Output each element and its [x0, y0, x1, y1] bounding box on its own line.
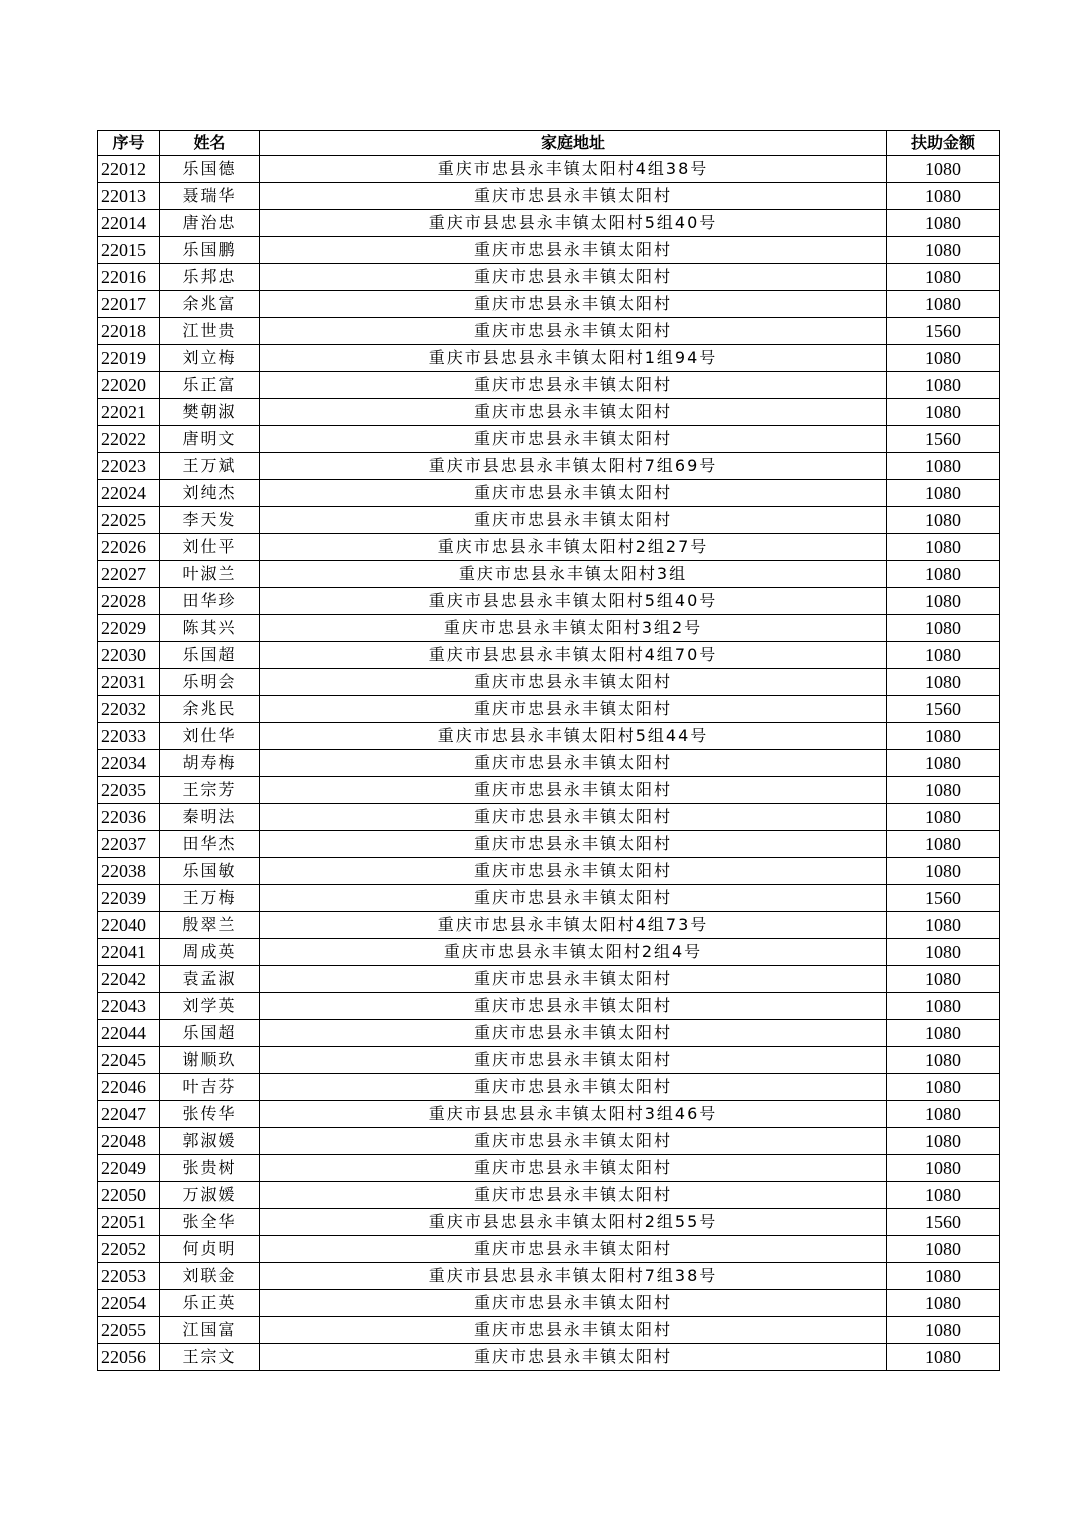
amount-cell: 1080 [887, 1263, 1000, 1290]
address-cell: 重庆市忠县永丰镇太阳村 [260, 1074, 887, 1101]
amount-cell: 1080 [887, 777, 1000, 804]
address-cell: 重庆市忠县永丰镇太阳村 [260, 480, 887, 507]
name-cell: 张贵树 [160, 1155, 260, 1182]
table-row [98, 1128, 1000, 1155]
table-row [98, 804, 1000, 831]
table-row [98, 1209, 1000, 1236]
address-cell: 重庆市忠县永丰镇太阳村4组38号 [260, 156, 887, 183]
name-cell: 聂瑞华 [160, 183, 260, 210]
name-cell: 殷翠兰 [160, 912, 260, 939]
amount-cell: 1080 [887, 561, 1000, 588]
address-cell: 重庆市忠县永丰镇太阳村 [260, 426, 887, 453]
table-row [98, 318, 1000, 345]
serial-number-cell: 22027 [98, 561, 160, 588]
amount-cell: 1080 [887, 1236, 1000, 1263]
amount-cell: 1080 [887, 183, 1000, 210]
table-row [98, 1236, 1000, 1263]
name-cell: 王宗文 [160, 1344, 260, 1371]
address-cell: 重庆市忠县永丰镇太阳村2组4号 [260, 939, 887, 966]
table-row [98, 831, 1000, 858]
name-cell: 乐国敏 [160, 858, 260, 885]
table-row [98, 750, 1000, 777]
address-cell: 重庆市忠县永丰镇太阳村 [260, 399, 887, 426]
name-cell: 叶淑兰 [160, 561, 260, 588]
table-row [98, 1074, 1000, 1101]
serial-number-cell: 22021 [98, 399, 160, 426]
amount-cell: 1080 [887, 831, 1000, 858]
amount-cell: 1080 [887, 642, 1000, 669]
amount-cell: 1080 [887, 993, 1000, 1020]
amount-cell: 1080 [887, 372, 1000, 399]
address-cell: 重庆市忠县永丰镇太阳村 [260, 831, 887, 858]
address-cell: 重庆市忠县永丰镇太阳村3组2号 [260, 615, 887, 642]
table-row [98, 777, 1000, 804]
name-cell: 江国富 [160, 1317, 260, 1344]
serial-number-cell: 22019 [98, 345, 160, 372]
name-cell: 唐明文 [160, 426, 260, 453]
table-row [98, 588, 1000, 615]
name-cell: 刘仕华 [160, 723, 260, 750]
amount-cell: 1080 [887, 939, 1000, 966]
address-cell: 重庆市忠县永丰镇太阳村4组73号 [260, 912, 887, 939]
header-assistance-amount: 扶助金额 [887, 131, 1000, 156]
table-body [98, 156, 1000, 1371]
table-row [98, 1263, 1000, 1290]
amount-cell: 1080 [887, 1074, 1000, 1101]
address-cell: 重庆市忠县永丰镇太阳村 [260, 750, 887, 777]
serial-number-cell: 22031 [98, 669, 160, 696]
table-header [98, 131, 1000, 156]
serial-number-cell: 22024 [98, 480, 160, 507]
address-cell: 重庆市县忠县永丰镇太阳村1组94号 [260, 345, 887, 372]
name-cell: 何贞明 [160, 1236, 260, 1263]
serial-number-cell: 22039 [98, 885, 160, 912]
name-cell: 乐国超 [160, 1020, 260, 1047]
address-cell: 重庆市忠县永丰镇太阳村 [260, 237, 887, 264]
address-cell: 重庆市忠县永丰镇太阳村3组 [260, 561, 887, 588]
amount-cell: 1560 [887, 885, 1000, 912]
amount-cell: 1080 [887, 210, 1000, 237]
serial-number-cell: 22043 [98, 993, 160, 1020]
serial-number-cell: 22012 [98, 156, 160, 183]
serial-number-cell: 22030 [98, 642, 160, 669]
serial-number-cell: 22028 [98, 588, 160, 615]
address-cell: 重庆市县忠县永丰镇太阳村2组55号 [260, 1209, 887, 1236]
amount-cell: 1560 [887, 426, 1000, 453]
amount-cell: 1560 [887, 696, 1000, 723]
name-cell: 乐明会 [160, 669, 260, 696]
address-cell: 重庆市忠县永丰镇太阳村 [260, 696, 887, 723]
serial-number-cell: 22020 [98, 372, 160, 399]
serial-number-cell: 22041 [98, 939, 160, 966]
amount-cell: 1080 [887, 615, 1000, 642]
table-row [98, 399, 1000, 426]
amount-cell: 1080 [887, 750, 1000, 777]
address-cell: 重庆市忠县永丰镇太阳村2组27号 [260, 534, 887, 561]
name-cell: 江世贵 [160, 318, 260, 345]
header-serial-number: 序号 [98, 131, 160, 156]
amount-cell: 1080 [887, 1155, 1000, 1182]
serial-number-cell: 22032 [98, 696, 160, 723]
amount-cell: 1560 [887, 318, 1000, 345]
table-row [98, 534, 1000, 561]
amount-cell: 1080 [887, 1101, 1000, 1128]
address-cell: 重庆市县忠县永丰镇太阳村4组70号 [260, 642, 887, 669]
serial-number-cell: 22040 [98, 912, 160, 939]
name-cell: 余兆富 [160, 291, 260, 318]
name-cell: 田华杰 [160, 831, 260, 858]
amount-cell: 1080 [887, 480, 1000, 507]
name-cell: 张全华 [160, 1209, 260, 1236]
serial-number-cell: 22029 [98, 615, 160, 642]
amount-cell: 1080 [887, 723, 1000, 750]
name-cell: 乐正富 [160, 372, 260, 399]
name-cell: 刘仕平 [160, 534, 260, 561]
name-cell: 余兆民 [160, 696, 260, 723]
serial-number-cell: 22033 [98, 723, 160, 750]
table-row [98, 615, 1000, 642]
address-cell: 重庆市忠县永丰镇太阳村 [260, 1128, 887, 1155]
address-cell: 重庆市忠县永丰镇太阳村 [260, 1344, 887, 1371]
table-row [98, 1047, 1000, 1074]
serial-number-cell: 22017 [98, 291, 160, 318]
address-cell: 重庆市忠县永丰镇太阳村 [260, 264, 887, 291]
amount-cell: 1080 [887, 1344, 1000, 1371]
table-row [98, 453, 1000, 480]
serial-number-cell: 22038 [98, 858, 160, 885]
address-cell: 重庆市忠县永丰镇太阳村 [260, 669, 887, 696]
header-home-address: 家庭地址 [260, 131, 887, 156]
serial-number-cell: 22015 [98, 237, 160, 264]
serial-number-cell: 22042 [98, 966, 160, 993]
table-row [98, 156, 1000, 183]
address-cell: 重庆市县忠县永丰镇太阳村5组40号 [260, 210, 887, 237]
name-cell: 叶吉芬 [160, 1074, 260, 1101]
table-row [98, 1182, 1000, 1209]
serial-number-cell: 22047 [98, 1101, 160, 1128]
address-cell: 重庆市忠县永丰镇太阳村 [260, 993, 887, 1020]
table-row [98, 507, 1000, 534]
amount-cell: 1080 [887, 156, 1000, 183]
name-cell: 周成英 [160, 939, 260, 966]
amount-cell: 1080 [887, 1020, 1000, 1047]
name-cell: 张传华 [160, 1101, 260, 1128]
table-row [98, 642, 1000, 669]
name-cell: 万淑媛 [160, 1182, 260, 1209]
serial-number-cell: 22050 [98, 1182, 160, 1209]
serial-number-cell: 22046 [98, 1074, 160, 1101]
table-row [98, 291, 1000, 318]
name-cell: 乐国鹏 [160, 237, 260, 264]
assistance-table-sheet [97, 130, 1000, 1371]
amount-cell: 1080 [887, 264, 1000, 291]
amount-cell: 1080 [887, 291, 1000, 318]
address-cell: 重庆市忠县永丰镇太阳村 [260, 1020, 887, 1047]
name-cell: 王万斌 [160, 453, 260, 480]
table-row [98, 372, 1000, 399]
amount-cell: 1080 [887, 453, 1000, 480]
amount-cell: 1080 [887, 1047, 1000, 1074]
serial-number-cell: 22056 [98, 1344, 160, 1371]
address-cell: 重庆市忠县永丰镇太阳村 [260, 804, 887, 831]
address-cell: 重庆市县忠县永丰镇太阳村7组38号 [260, 1263, 887, 1290]
table-row [98, 993, 1000, 1020]
address-cell: 重庆市县忠县永丰镇太阳村7组69号 [260, 453, 887, 480]
address-cell: 重庆市县忠县永丰镇太阳村3组46号 [260, 1101, 887, 1128]
serial-number-cell: 22036 [98, 804, 160, 831]
address-cell: 重庆市忠县永丰镇太阳村 [260, 1290, 887, 1317]
amount-cell: 1080 [887, 534, 1000, 561]
table-row [98, 1101, 1000, 1128]
amount-cell: 1080 [887, 237, 1000, 264]
header-row [98, 131, 1000, 156]
table-row [98, 885, 1000, 912]
table-row [98, 939, 1000, 966]
serial-number-cell: 22055 [98, 1317, 160, 1344]
address-cell: 重庆市忠县永丰镇太阳村 [260, 1047, 887, 1074]
name-cell: 樊朝淑 [160, 399, 260, 426]
amount-cell: 1080 [887, 345, 1000, 372]
table-row [98, 723, 1000, 750]
address-cell: 重庆市忠县永丰镇太阳村 [260, 1317, 887, 1344]
name-cell: 刘立梅 [160, 345, 260, 372]
amount-cell: 1080 [887, 669, 1000, 696]
serial-number-cell: 22018 [98, 318, 160, 345]
serial-number-cell: 22026 [98, 534, 160, 561]
table-row [98, 345, 1000, 372]
table-row [98, 1317, 1000, 1344]
name-cell: 田华珍 [160, 588, 260, 615]
table-row [98, 480, 1000, 507]
name-cell: 李天发 [160, 507, 260, 534]
amount-cell: 1080 [887, 804, 1000, 831]
serial-number-cell: 22054 [98, 1290, 160, 1317]
serial-number-cell: 22045 [98, 1047, 160, 1074]
serial-number-cell: 22034 [98, 750, 160, 777]
name-cell: 刘联金 [160, 1263, 260, 1290]
serial-number-cell: 22044 [98, 1020, 160, 1047]
address-cell: 重庆市忠县永丰镇太阳村 [260, 507, 887, 534]
amount-cell: 1080 [887, 399, 1000, 426]
name-cell: 刘学英 [160, 993, 260, 1020]
name-cell: 谢顺玖 [160, 1047, 260, 1074]
serial-number-cell: 22022 [98, 426, 160, 453]
table-row [98, 426, 1000, 453]
name-cell: 陈其兴 [160, 615, 260, 642]
name-cell: 刘纯杰 [160, 480, 260, 507]
address-cell: 重庆市忠县永丰镇太阳村 [260, 372, 887, 399]
assistance-table [97, 130, 1000, 1371]
table-row [98, 1155, 1000, 1182]
address-cell: 重庆市忠县永丰镇太阳村 [260, 183, 887, 210]
serial-number-cell: 22051 [98, 1209, 160, 1236]
address-cell: 重庆市忠县永丰镇太阳村 [260, 1236, 887, 1263]
serial-number-cell: 22013 [98, 183, 160, 210]
table-row [98, 1290, 1000, 1317]
name-cell: 郭淑媛 [160, 1128, 260, 1155]
address-cell: 重庆市忠县永丰镇太阳村 [260, 777, 887, 804]
serial-number-cell: 22023 [98, 453, 160, 480]
table-row [98, 237, 1000, 264]
address-cell: 重庆市忠县永丰镇太阳村 [260, 291, 887, 318]
serial-number-cell: 22052 [98, 1236, 160, 1263]
name-cell: 王宗芳 [160, 777, 260, 804]
amount-cell: 1080 [887, 588, 1000, 615]
name-cell: 乐邦忠 [160, 264, 260, 291]
name-cell: 乐国德 [160, 156, 260, 183]
serial-number-cell: 22048 [98, 1128, 160, 1155]
name-cell: 胡寿梅 [160, 750, 260, 777]
table-row [98, 1344, 1000, 1371]
amount-cell: 1080 [887, 912, 1000, 939]
table-row [98, 966, 1000, 993]
serial-number-cell: 22014 [98, 210, 160, 237]
serial-number-cell: 22037 [98, 831, 160, 858]
name-cell: 乐正英 [160, 1290, 260, 1317]
table-row [98, 561, 1000, 588]
table-row [98, 858, 1000, 885]
address-cell: 重庆市忠县永丰镇太阳村 [260, 885, 887, 912]
address-cell: 重庆市忠县永丰镇太阳村 [260, 1182, 887, 1209]
address-cell: 重庆市忠县永丰镇太阳村 [260, 858, 887, 885]
address-cell: 重庆市忠县永丰镇太阳村 [260, 966, 887, 993]
table-row [98, 1020, 1000, 1047]
name-cell: 王万梅 [160, 885, 260, 912]
address-cell: 重庆市忠县永丰镇太阳村 [260, 318, 887, 345]
table-row [98, 912, 1000, 939]
amount-cell: 1080 [887, 507, 1000, 534]
name-cell: 袁孟淑 [160, 966, 260, 993]
serial-number-cell: 22025 [98, 507, 160, 534]
address-cell: 重庆市县忠县永丰镇太阳村5组40号 [260, 588, 887, 615]
amount-cell: 1080 [887, 858, 1000, 885]
table-row [98, 669, 1000, 696]
table-row [98, 183, 1000, 210]
amount-cell: 1080 [887, 1128, 1000, 1155]
table-row [98, 210, 1000, 237]
table-row [98, 264, 1000, 291]
address-cell: 重庆市忠县永丰镇太阳村5组44号 [260, 723, 887, 750]
address-cell: 重庆市忠县永丰镇太阳村 [260, 1155, 887, 1182]
serial-number-cell: 22035 [98, 777, 160, 804]
header-name: 姓名 [160, 131, 260, 156]
serial-number-cell: 22016 [98, 264, 160, 291]
amount-cell: 1080 [887, 966, 1000, 993]
serial-number-cell: 22049 [98, 1155, 160, 1182]
name-cell: 唐治忠 [160, 210, 260, 237]
amount-cell: 1560 [887, 1209, 1000, 1236]
name-cell: 乐国超 [160, 642, 260, 669]
name-cell: 秦明法 [160, 804, 260, 831]
amount-cell: 1080 [887, 1317, 1000, 1344]
table-row [98, 696, 1000, 723]
amount-cell: 1080 [887, 1290, 1000, 1317]
serial-number-cell: 22053 [98, 1263, 160, 1290]
amount-cell: 1080 [887, 1182, 1000, 1209]
